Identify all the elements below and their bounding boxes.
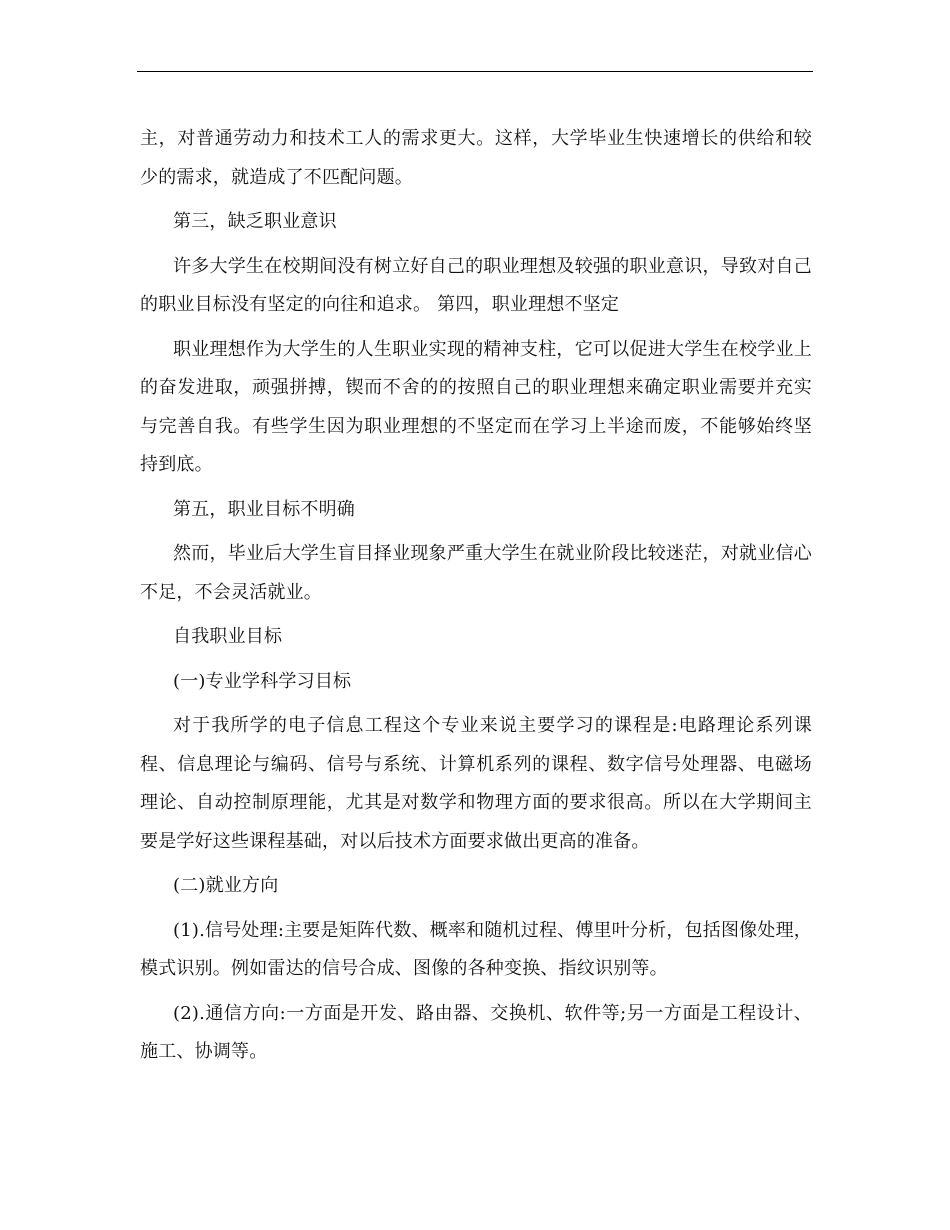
section-heading: 自我职业目标 (173, 626, 283, 647)
subsection-heading: (二)就业方向 (173, 875, 279, 896)
section-heading: 第五，职业目标不明确 (173, 498, 355, 520)
list-item: (1).信号处理:主要是矩阵代数、概率和随机过程、傅里叶分析，包括图像处理，模式识别。例如雷达的信号合成、图像的各种变换、指纹识别等。 (140, 919, 812, 979)
list-item: (2).通信方向:一方面是开发、路由器、交换机、软件等;另一方面是工程设计、施工、协调等。 (140, 1002, 812, 1062)
paragraph: 许多大学生在校期间没有树立好自己的职业理想及较强的职业意识，导致对自己的职业目标没有坚定的向往和追求。 第四，职业理想不坚定 (140, 255, 812, 315)
paragraph: 职业理想作为大学生的人生职业实现的精神支柱，它可以促进大学生在校学业上的奋发进取，顽强拼搏，锲而不舍的的按照自己的职业理想来确定职业需要并充实与完善自我。有些学生因为职业理想的不坚定而在学习上半途而废，不能够始终坚持到底。 (140, 338, 812, 475)
paragraph: 对于我所学的电子信息工程这个专业来说主要学习的课程是:电路理论系列课程、信息理论与编码、信号与系统、计算机系列的课程、数字信号处理器、电磁场理论、自动控制原理能，尤其是对数学和物理方面的要求很高。所以在大学期间主要是学好这些课程基础，对以后技术方面要求做出更高的准备。 (140, 715, 812, 852)
paragraph: 然而，毕业后大学生盲目择业现象严重大学生在就业阶段比较迷茫，对就业信心不足，不会灵活就业。 (140, 543, 812, 603)
subsection-heading: (一)专业学科学习目标 (173, 670, 352, 692)
header-rule (137, 71, 813, 72)
paragraph: 主，对普通劳动力和技术工人的需求更大。这样，大学毕业生快速增长的供给和较少的需求，就造成了不匹配问题。 (140, 128, 812, 188)
section-heading: 第三，缺乏职业意识 (173, 211, 337, 232)
document-body (140, 120, 812, 1078)
